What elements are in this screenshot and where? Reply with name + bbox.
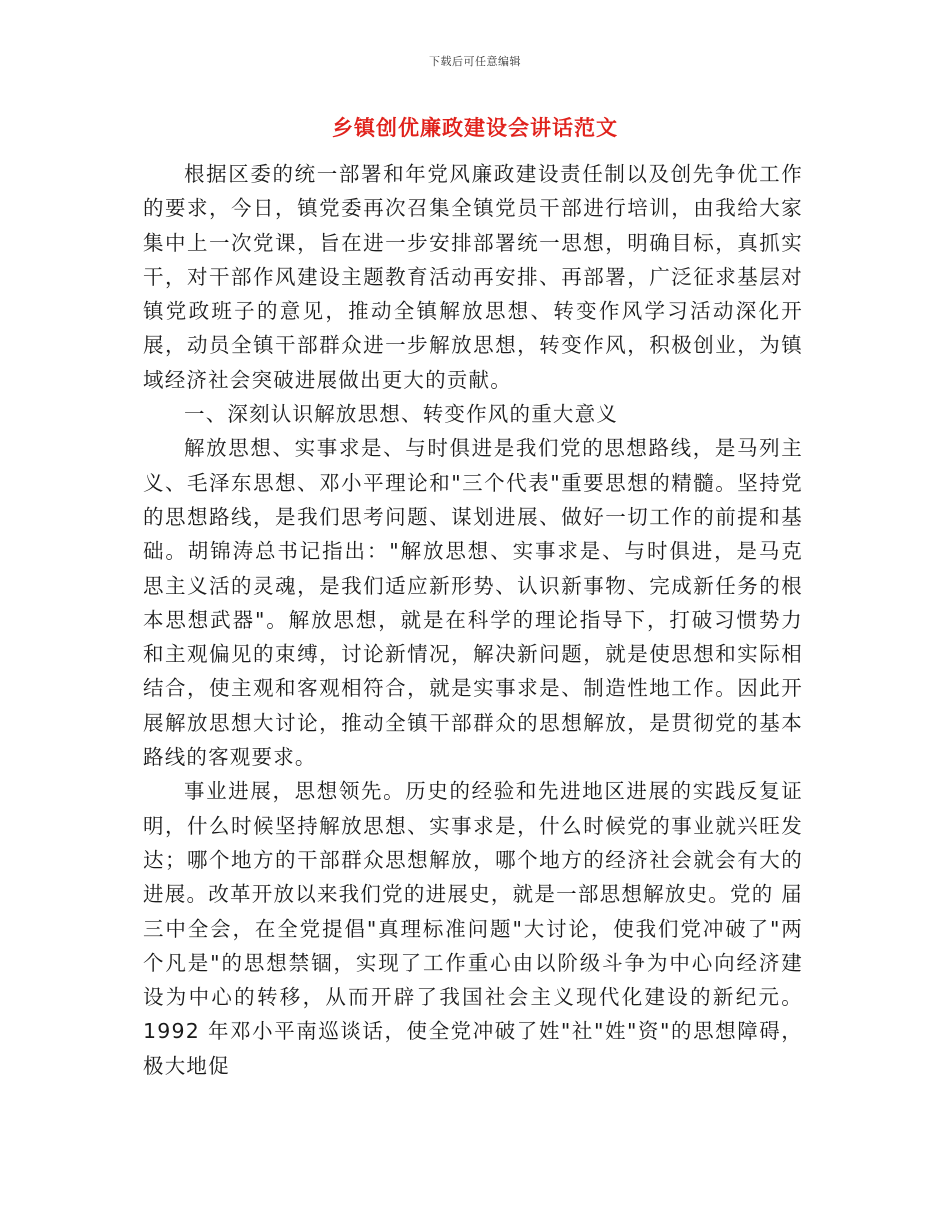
- section-heading: 一、深刻认识解放思想、转变作风的重大意义: [184, 402, 618, 427]
- document-body: [143, 157, 803, 1083]
- header-note: 下载后可任意编辑: [429, 55, 521, 68]
- paragraph-history: 事业进展，思想领先。历史的经验和先进地区进展的实践反复证明，什么时候坚持解放思想、实事求是，什么时候党的事业就兴旺发达；哪个地方的干部群众思想解放，哪个地方的经济社会就会有大的进展。改革开放以来我们党的进展史，就是一部思想解放史。党的 届三中全会，在全党提倡"真理标准问题"大讨论，使我们党冲破了"两个凡是"的思想禁锢，实现了工作重心由以阶级斗争为中心向经济建设为中心的转移，从而开辟了我国社会主义现代化建设的新纪元。1992 年邓小平南巡谈话，使全党冲破了姓"社"姓"资"的思想障碍，极大地促: [143, 779, 803, 1078]
- paragraph-ideology: 解放思想、实事求是、与时俱进是我们党的思想路线，是马列主义、毛泽东思想、邓小平理论和"三个代表"重要思想的精髓。坚持党的思想路线，是我们思考问题、谋划进展、做好一切工作的前提和基础。胡锦涛总书记指出："解放思想、实事求是、与时俱进，是马克思主义活的灵魂，是我们适应新形势、认识新事物、完成新任务的根本思想武器"。解放思想，就是在科学的理论指导下，打破习惯势力和主观偏见的束缚，讨论新情况，解决新问题，就是使思想和实际相结合，使主观和客观相符合，就是实事求是、制造性地工作。因此开展解放思想大讨论，推动全镇干部群众的思想解放，是贯彻党的基本路线的客观要求。: [143, 436, 803, 770]
- document-title: 乡镇创优廉政建设会讲话范文: [332, 115, 618, 140]
- paragraph-intro: 根据区委的统一部署和年党风廉政建设责任制以及创先争优工作的要求，今日，镇党委再次召集全镇党员干部进行培训，由我给大家集中上一次党课，旨在进一步安排部署统一思想，明确目标，真抓实干，对干部作风建设主题教育活动再安排、再部署，广泛征求基层对镇党政班子的意见，推动全镇解放思想、转变作风学习活动深化开展，动员全镇干部群众进一步解放思想，转变作风，积极创业，为镇域经济社会突破进展做出更大的贡献。: [143, 162, 803, 392]
